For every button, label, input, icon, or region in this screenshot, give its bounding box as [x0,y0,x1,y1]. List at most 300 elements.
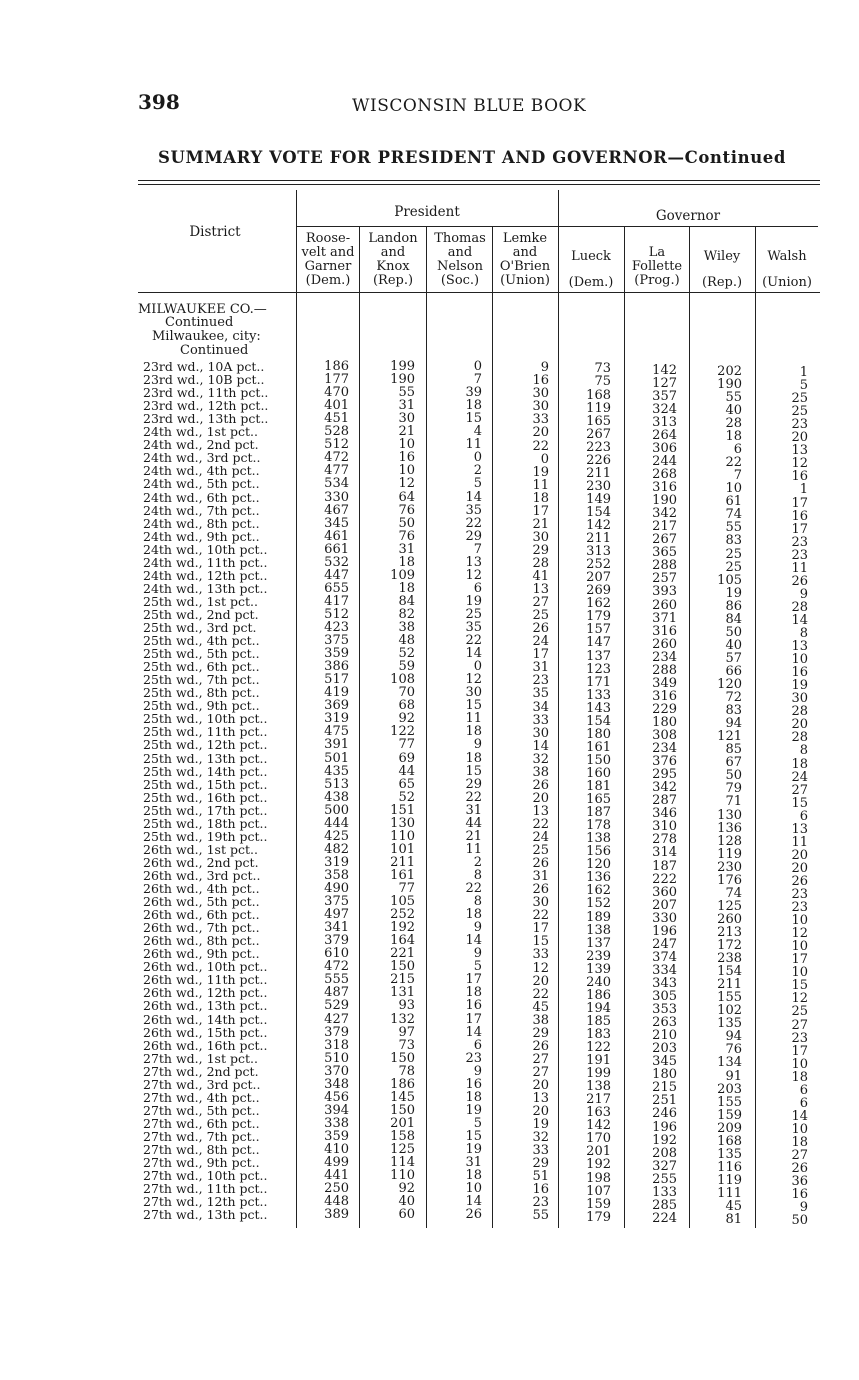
vote-cell: 16 [465,998,482,1014]
vote-cell: 12 [532,960,549,976]
column-header-line: Landon [368,231,418,246]
district-label: 26th wd., 8th pct.. [143,933,260,949]
vote-cell: 187 [652,858,677,874]
district-label: 24th wd., 13th pct.. [143,580,268,596]
vote-cell: 215 [652,1080,677,1096]
vote-cell: 16 [791,508,808,524]
vote-cell: 31 [465,1155,482,1171]
vote-cell: 12 [791,991,808,1007]
vote-cell: 150 [390,1102,415,1118]
vote-cell: 16 [465,1076,482,1092]
vote-cell: 28 [791,704,808,720]
vote-cell: 161 [586,739,611,755]
vote-cell: 18 [465,907,482,923]
vote-cell: 25 [532,843,549,859]
vote-cell: 94 [725,1029,742,1045]
vote-cell: 55 [398,385,415,401]
district-label: 25th wd., 8th pct.. [143,685,260,701]
vote-cell: 17 [532,503,549,519]
vote-cell: 28 [791,730,808,746]
vote-cell: 26 [791,1161,808,1177]
vote-cell: 230 [717,859,742,875]
vote-cell: 12 [465,567,482,583]
vote-cell: 22 [725,455,742,471]
vote-cell: 127 [652,375,677,391]
district-label: 24th wd., 2nd pct. [143,437,259,453]
vote-cell: 8 [473,867,482,883]
vote-cell: 19 [725,585,742,601]
vote-cell: 187 [586,805,611,821]
district-label: 25th wd., 18th pct.. [143,815,268,831]
vote-cell: 501 [324,750,349,766]
vote-cell: 13 [791,821,808,837]
vote-cell: 371 [652,610,677,626]
vote-cell: 482 [324,841,349,857]
vote-cell: 36 [791,1174,808,1190]
vote-cell: 28 [725,416,742,431]
vote-cell: 20 [532,425,549,441]
vote-cell: 308 [652,728,677,743]
vote-cell: 190 [717,376,742,392]
district-label: 26th wd., 16th pct.. [143,1037,268,1053]
vote-cell: 203 [717,1081,742,1097]
vote-cell: 11 [465,711,482,727]
vote-cell: 41 [532,569,549,584]
vote-cell: 120 [586,857,611,873]
vote-cell: 120 [717,677,742,692]
vote-cell: 207 [652,897,677,913]
vote-cell: 55 [532,1208,549,1224]
vote-cell: 133 [652,1184,677,1200]
vote-cell: 155 [717,990,742,1006]
page-number: 398 [138,90,180,114]
vote-cell: 57 [725,650,742,666]
vote-cell: 22 [465,515,482,531]
vote-cell: 150 [586,752,611,768]
district-label: 27th wd., 1st pct.. [143,1050,258,1066]
vote-cell: 394 [324,1102,349,1118]
vote-cell: 359 [324,646,349,662]
vote-cell: 10 [791,652,808,668]
vote-cell: 171 [586,674,611,690]
vote-cell: 9 [540,360,549,376]
vote-cell: 313 [652,414,677,430]
district-label: 23rd wd., 13th pct.. [143,411,269,427]
vote-cell: 19 [465,1102,482,1118]
district-label: 25th wd., 1st pct.. [143,593,258,609]
vote-cell: 26 [532,621,549,637]
district-label: 26th wd., 1st pct.. [143,841,258,857]
district-label: 26th wd., 11th pct.. [143,972,268,988]
column-header-line: (Dem.) [568,275,614,290]
vote-cell: 16 [791,1187,808,1203]
vote-cell: 20 [791,847,808,863]
vote-cell: 52 [398,789,415,805]
column-header-line: Lemke [502,231,548,246]
vote-cell: 86 [725,598,742,614]
vote-cell: 134 [717,1055,742,1071]
vote-cell: 203 [652,1041,677,1057]
vote-cell: 13 [791,443,808,459]
vote-cell: 137 [586,648,611,664]
vote-cell: 16 [398,450,415,466]
district-label: 26th wd., 3rd pct.. [143,867,261,883]
vote-cell: 201 [390,1115,415,1131]
vote-cell: 240 [586,974,611,990]
vote-cell: 410 [324,1142,349,1157]
vote-cell: 123 [586,661,611,677]
vote-cell: 84 [725,611,742,627]
vote-cell: 376 [652,754,677,770]
vote-cell: 33 [532,947,549,963]
district-label: 25th wd., 13th pct.. [143,750,268,766]
vote-cell: 24 [791,769,808,785]
vote-cell: 94 [725,716,742,732]
vote-cell: 369 [324,698,349,714]
district-label: 25th wd., 3rd pct. [143,620,257,635]
vote-cell: 178 [586,818,611,834]
column-header-line: and [447,245,473,260]
stub-heading: MILWAUKEE CO.— [138,302,267,317]
vote-cell: 30 [532,529,549,545]
vote-cell: 23 [791,900,808,916]
vote-cell: 39 [465,385,482,401]
district-label: 25th wd., 17th pct.. [143,802,268,818]
district-label: 25th wd., 11th pct.. [143,724,268,740]
vote-cell: 78 [398,1063,415,1079]
vote-cell: 252 [586,557,611,573]
vote-cell: 82 [398,606,415,622]
district-label: 25th wd., 4th pct.. [143,633,260,649]
vote-cell: 217 [652,519,677,535]
vote-cell: 131 [390,985,415,1001]
vote-cell: 114 [390,1155,415,1171]
vote-cell: 512 [324,437,349,453]
vote-cell: 288 [652,662,677,678]
vote-cell: 30 [532,386,549,402]
district-label: 25th wd., 19th pct.. [143,828,268,844]
vote-cell: 477 [324,463,349,479]
president-group-label: President [394,204,460,220]
vote-cell: 444 [324,815,349,831]
vote-cell: 61 [725,494,742,510]
vote-cell: 155 [717,1094,742,1110]
vote-cell: 19 [465,593,482,609]
vote-cell: 17 [532,921,549,937]
vote-cell: 15 [465,698,482,714]
vote-cell: 517 [324,672,349,688]
vote-cell: 102 [717,1003,742,1019]
vote-cell: 40 [398,1194,415,1210]
vote-cell: 7 [473,372,482,388]
vote-cell: 263 [652,1015,677,1031]
column-header-line: Knox [376,259,410,274]
vote-cell: 349 [652,675,677,691]
vote-cell: 121 [717,729,742,745]
district-label: 23rd wd., 11th pct.. [143,385,269,401]
vote-cell: 20 [532,1077,549,1093]
vote-cell: 1 [799,365,808,380]
district-label: 26th wd., 5th pct.. [143,894,260,910]
vote-cell: 375 [324,894,349,910]
vote-cell: 21 [398,424,415,440]
vote-cell: 229 [652,701,677,717]
vote-cell: 211 [586,465,611,481]
vote-cell: 417 [324,593,349,609]
district-label: 26th wd., 2nd pct. [143,854,259,870]
district-label: 27th wd., 9th pct.. [143,1155,260,1171]
vote-cell: 9 [473,1063,482,1079]
vote-cell: 31 [398,541,415,557]
vote-cell: 157 [586,622,611,638]
vote-cell: 190 [390,372,415,388]
vote-cell: 234 [652,649,677,665]
vote-cell: 330 [324,489,349,505]
vote-cell: 147 [586,635,611,651]
stub-heading: Milwaukee, city: [152,329,261,344]
vote-cell: 10 [465,1181,482,1197]
vote-cell: 10 [791,965,808,981]
vote-cell: 199 [586,1066,611,1082]
vote-cell: 138 [586,922,611,938]
column-header-line: velt and [301,245,355,260]
vote-cell: 310 [652,819,677,835]
vote-cell: 264 [652,427,677,443]
vote-cell: 65 [398,776,415,792]
vote-cell: 125 [390,1142,415,1157]
vote-cell: 64 [398,489,415,505]
vote-cell: 0 [540,451,549,467]
vote-cell: 154 [586,713,611,729]
vote-cell: 0 [473,450,482,466]
vote-cell: 222 [652,871,677,887]
district-label: 25th wd., 5th pct.. [143,646,260,662]
vote-cell: 20 [791,717,808,733]
vote-cell: 21 [532,516,549,532]
vote-cell: 11 [465,437,482,453]
vote-cell: 14 [532,738,549,754]
district-label: 25th wd., 6th pct.. [143,659,260,675]
vote-cell: 22 [465,789,482,805]
vote-cell: 9 [473,946,482,962]
vote-cell: 9 [799,1200,808,1216]
vote-cell: 83 [725,533,742,549]
vote-cell: 217 [586,1092,611,1108]
vote-cell: 25 [791,404,808,420]
vote-cell: 20 [532,973,549,989]
vote-cell: 84 [398,593,415,609]
vote-cell: 346 [652,806,677,822]
vote-cell: 180 [586,726,611,742]
vote-cell: 342 [652,780,677,796]
vote-cell: 25 [791,391,808,407]
vote-cell: 28 [791,599,808,615]
vote-cell: 81 [725,1212,742,1228]
column-header-line: Walsh [767,249,807,264]
vote-cell: 91 [725,1068,742,1084]
district-label: 26th wd., 13th pct.. [143,998,268,1014]
vote-cell: 30 [532,895,549,911]
vote-cell: 10 [791,1056,808,1072]
vote-cell: 29 [465,528,482,544]
vote-cell: 199 [390,359,415,374]
vote-cell: 60 [398,1207,415,1223]
vote-cell: 295 [652,767,677,783]
vote-cell: 202 [717,363,742,379]
vote-cell: 213 [717,924,742,940]
vote-cell: 192 [652,1132,677,1148]
vote-cell: 23 [791,1030,808,1046]
vote-cell: 38 [398,620,415,635]
vote-cell: 92 [398,711,415,727]
district-label: 23rd wd., 10A pct.. [143,359,265,374]
vote-cell: 487 [324,985,349,1001]
vote-cell: 425 [324,828,349,844]
vote-cell: 97 [398,1024,415,1040]
vote-cell: 27 [791,1148,808,1163]
vote-cell: 160 [586,765,611,781]
vote-cell: 18 [791,1134,808,1150]
vote-cell: 2 [473,463,482,479]
vote-cell: 29 [532,542,549,558]
vote-cell: 26 [532,882,549,898]
vote-cell: 71 [725,794,742,810]
vote-cell: 661 [324,541,349,557]
vote-cell: 18 [465,985,482,1001]
column-header-line: (Rep.) [372,273,414,288]
vote-cell: 6 [473,1037,482,1053]
vote-cell: 316 [652,688,677,704]
vote-cell: 66 [725,663,742,679]
stub-heading: Continued [180,343,249,358]
vote-cell: 260 [652,636,677,652]
vote-cell: 6 [799,1095,808,1111]
vote-cell: 17 [532,647,549,663]
stub-heading: Continued [165,315,234,330]
vote-cell: 13 [465,554,482,570]
vote-cell: 154 [717,964,742,980]
district-label: 25th wd., 9th pct.. [143,698,260,714]
vote-cell: 30 [465,685,482,701]
vote-cell: 67 [725,755,742,771]
vote-cell: 250 [324,1181,349,1197]
vote-cell: 13 [791,639,808,655]
vote-cell: 6 [733,442,742,458]
vote-cell: 172 [717,938,742,953]
vote-cell: 191 [586,1053,611,1069]
vote-cell: 427 [324,1011,349,1027]
vote-cell: 260 [652,597,677,613]
vote-cell: 176 [717,872,742,888]
vote-cell: 316 [652,480,677,496]
vote-cell: 190 [652,493,677,509]
vote-cell: 125 [717,898,742,914]
vote-cell: 267 [586,426,611,442]
vote-cell: 119 [717,1172,742,1188]
vote-cell: 27 [532,1064,549,1080]
district-label: 24th wd., 1st pct.. [143,424,258,440]
vote-cell: 14 [791,612,808,628]
president-group-rule [296,226,558,227]
vote-cell: 269 [586,583,611,599]
vote-cell: 122 [390,724,415,740]
vote-cell: 52 [398,646,415,662]
vote-cell: 8 [799,743,808,759]
vote-cell: 9 [473,737,482,753]
vote-cell: 186 [324,359,349,374]
vote-cell: 150 [390,1050,415,1066]
vote-cell: 33 [532,412,549,428]
vote-cell: 6 [473,580,482,596]
vote-cell: 18 [791,756,808,772]
district-label: 24th wd., 8th pct.. [143,515,260,531]
vote-cell: 186 [586,987,611,1003]
vote-cell: 196 [652,923,677,939]
vote-cell: 73 [398,1037,415,1053]
vote-cell: 288 [652,558,677,574]
vote-cell: 17 [791,952,808,968]
district-header: District [189,224,241,240]
vote-cell: 330 [652,910,677,926]
vote-cell: 18 [465,1168,482,1184]
district-label: 24th wd., 4th pct.. [143,463,260,479]
vote-cell: 154 [586,504,611,520]
vote-cell: 145 [390,1089,415,1105]
vote-cell: 10 [791,939,808,955]
vote-cell: 15 [791,978,808,994]
vote-cell: 375 [324,633,349,649]
vote-cell: 73 [594,361,611,377]
district-label: 24th wd., 5th pct.. [143,476,260,492]
vote-cell: 10 [398,437,415,453]
vote-cell: 162 [586,596,611,612]
vote-cell: 313 [586,544,611,560]
vote-cell: 5 [473,476,482,492]
vote-cell: 2 [473,854,482,870]
vote-cell: 35 [465,620,482,635]
vote-cell: 16 [532,1182,549,1198]
page-title: SUMMARY VOTE FOR PRESIDENT AND GOVERNOR—Continued [158,148,787,167]
vote-cell: 379 [324,933,349,949]
vote-cell: 472 [324,450,349,466]
vote-cell: 215 [390,972,415,988]
district-label: 25th wd., 10th pct.. [143,711,268,727]
vote-cell: 110 [390,1168,415,1184]
vote-cell: 79 [725,781,742,797]
vote-cell: 55 [725,389,742,405]
vote-cell: 93 [398,998,415,1014]
vote-cell: 18 [465,398,482,414]
vote-cell: 34 [532,699,549,715]
vote-cell: 319 [324,854,349,870]
vote-cell: 30 [398,411,415,427]
vote-cell: 18 [398,554,415,570]
district-label: 25th wd., 12th pct.. [143,737,268,753]
vote-cell: 499 [324,1155,349,1171]
vote-cell: 27 [532,1051,549,1067]
vote-cell: 14 [791,1108,808,1124]
vote-cell: 529 [324,998,349,1014]
vote-cell: 198 [586,1170,611,1186]
vote-cell: 513 [324,776,349,792]
vote-cell: 23 [465,1050,482,1066]
vote-cell: 35 [465,502,482,518]
district-label: 24th wd., 11th pct.. [143,554,268,570]
vote-cell: 186 [390,1076,415,1092]
vote-cell: 353 [652,1002,677,1018]
vote-cell: 318 [324,1037,349,1053]
vote-cell: 59 [398,659,415,675]
